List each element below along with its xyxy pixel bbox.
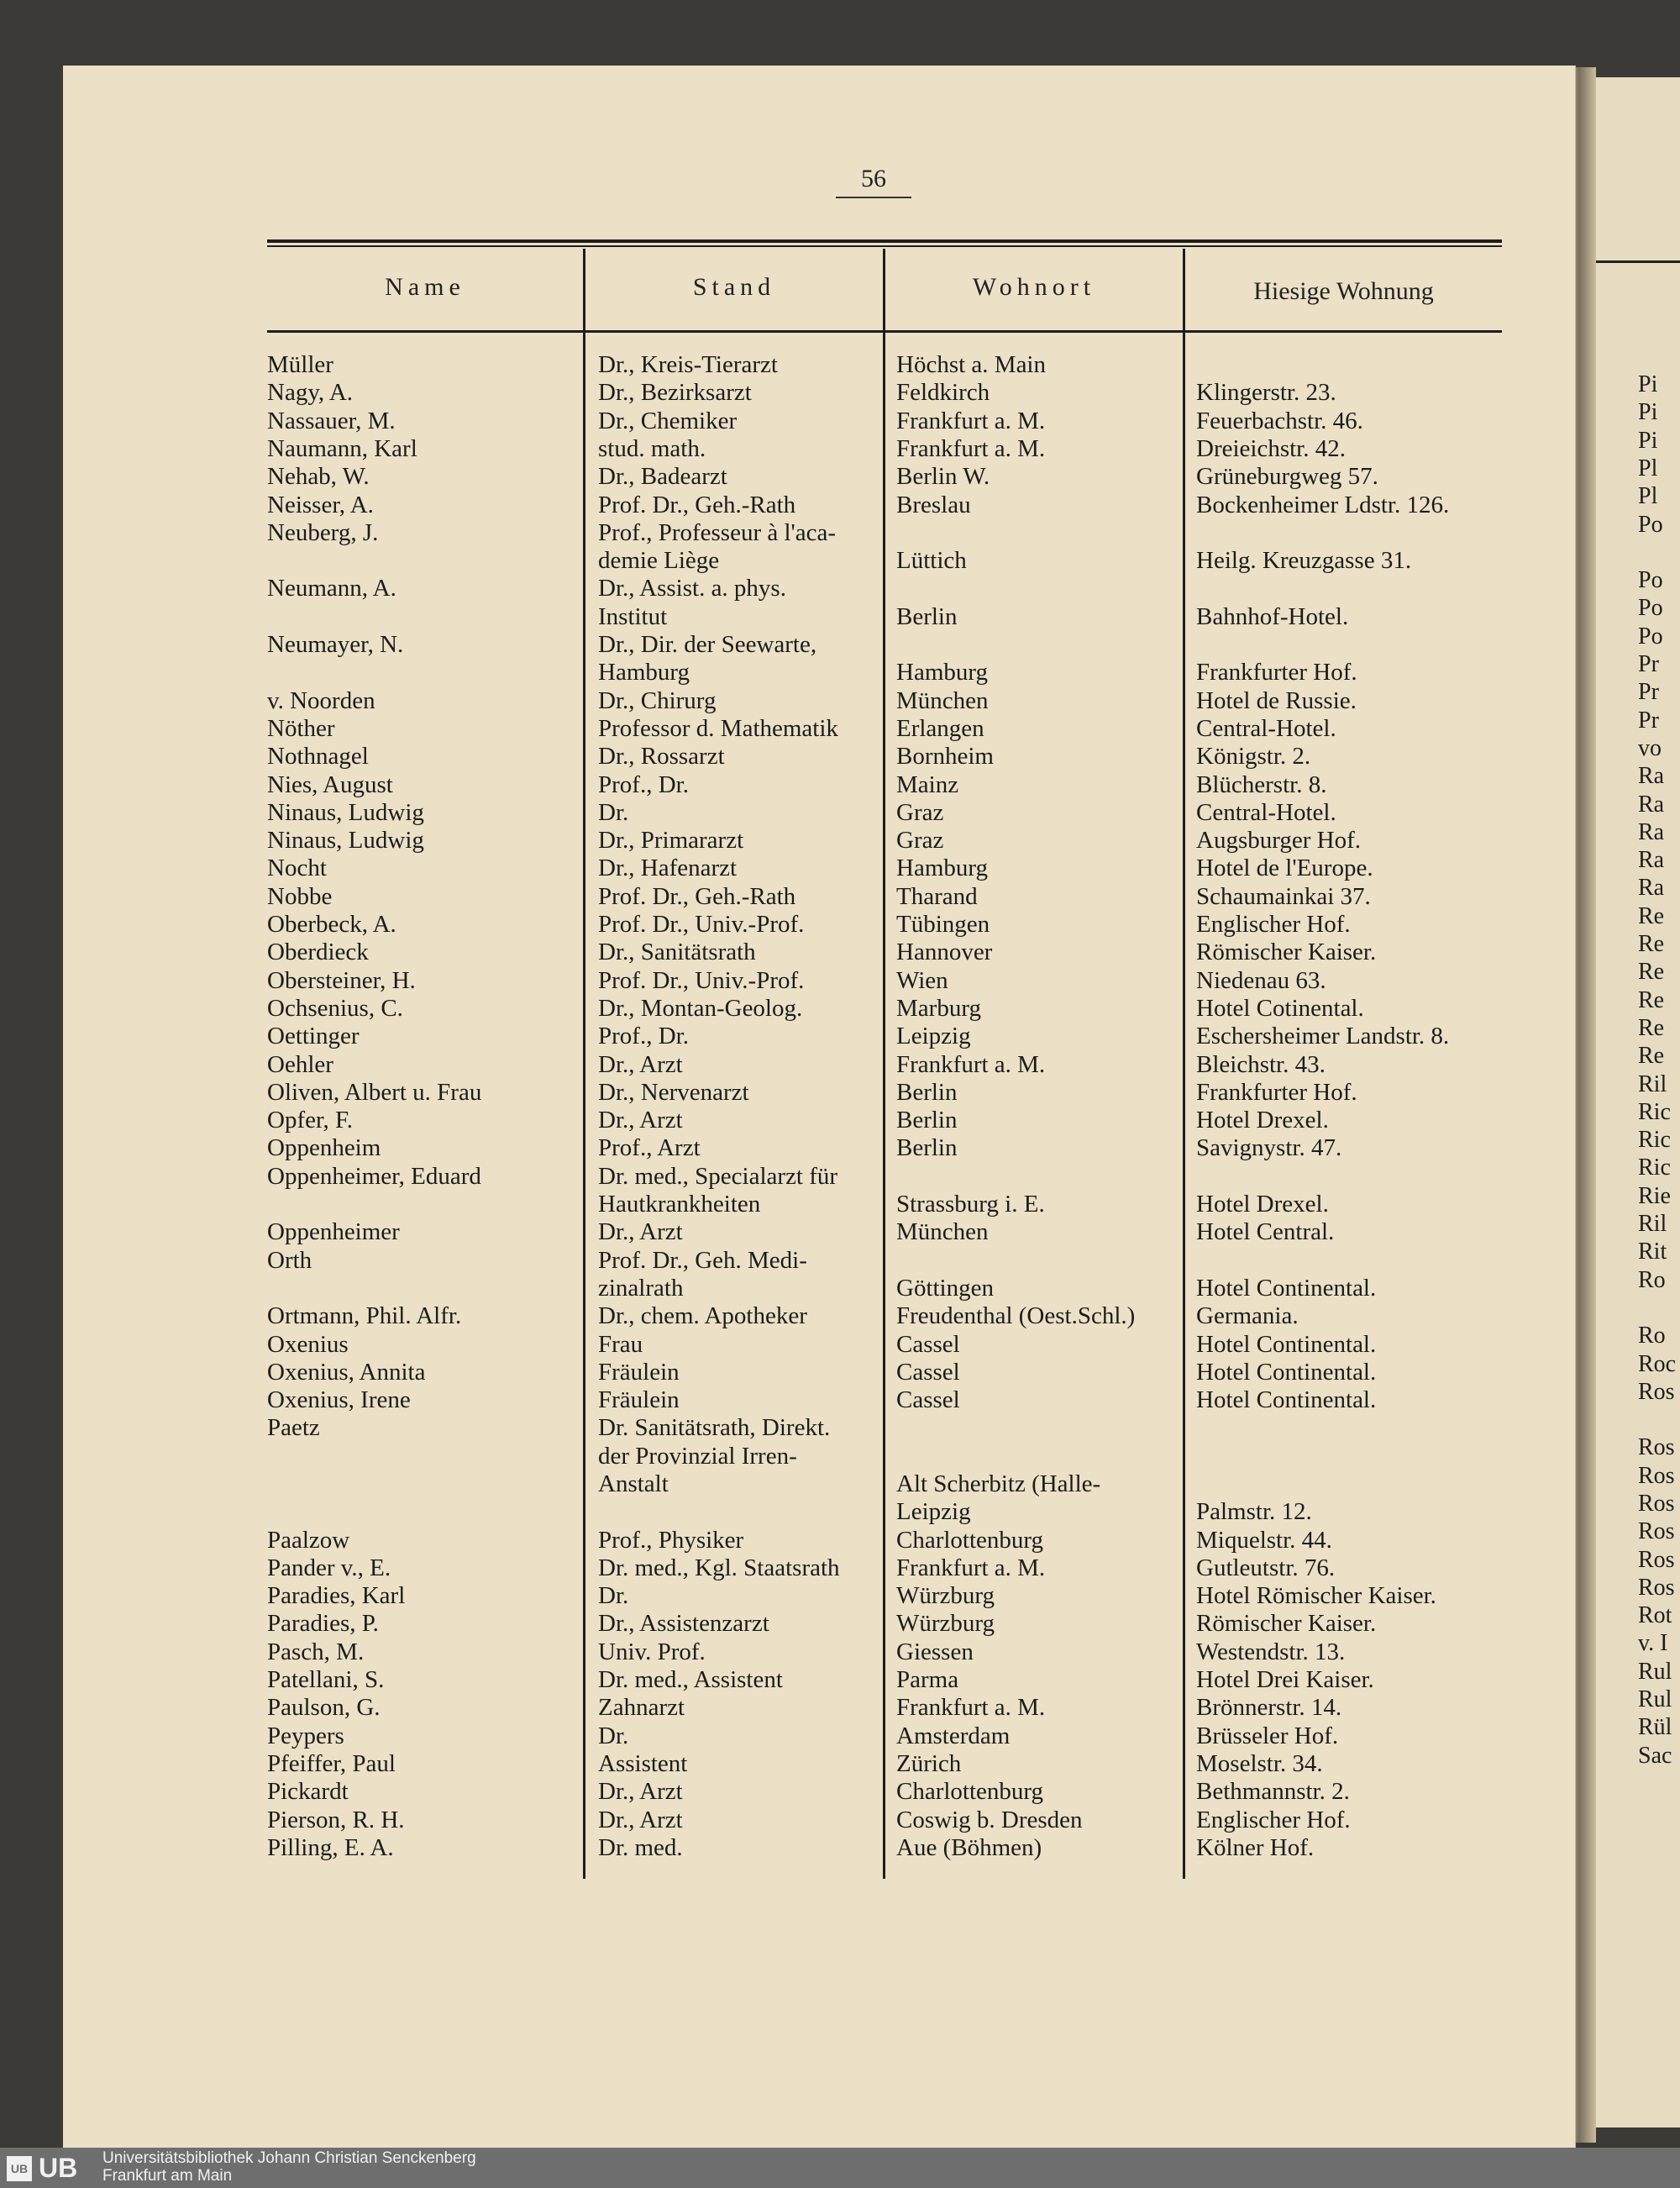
entry-wohnort: Graz: [896, 827, 944, 854]
entry-wohnort: Tübingen: [896, 911, 990, 938]
entry-wohnung: Westendstr. 13.: [1196, 1638, 1346, 1665]
entry-name: Nocht: [267, 855, 327, 881]
entry-wohnort: Hannover: [896, 939, 993, 965]
entry-name: Oppenheimer: [267, 1218, 400, 1245]
entry-name: Paalzow: [267, 1527, 350, 1554]
adjacent-page-fragment: Re: [1638, 1043, 1665, 1069]
adjacent-page-fragment: Ra: [1638, 792, 1665, 818]
entry-name: Neuberg, J.: [267, 519, 379, 546]
adjacent-page-fragment: Re: [1638, 903, 1665, 929]
entry-name: Orth: [267, 1247, 312, 1274]
entry-wohnung: Moselstr. 34.: [1196, 1750, 1323, 1777]
entry-name: Paulson, G.: [267, 1694, 381, 1721]
entry-stand: Dr., Rossarzt: [598, 743, 725, 770]
adjacent-page-fragment: Rül: [1638, 1714, 1672, 1740]
entry-name: Oxenius, Irene: [267, 1386, 411, 1413]
column-header-wohnung: Hiesige Wohnung: [1253, 277, 1434, 305]
entry-wohnung: Augsburger Hof.: [1196, 827, 1361, 854]
entry-stand: Dr., Bezirksarzt: [598, 379, 752, 406]
adjacent-page-fragment: Rul: [1638, 1686, 1672, 1712]
entry-name: Oppenheimer, Eduard: [267, 1163, 481, 1190]
entry-stand: Prof., Dr.: [598, 1023, 689, 1049]
entry-wohnung: Hotel Continental.: [1196, 1359, 1377, 1386]
adjacent-page-fragment: Ro: [1638, 1267, 1666, 1293]
entry-wohnort: Frankfurt a. M.: [896, 1051, 1046, 1078]
entry-stand: Dr., chem. Apotheker: [598, 1302, 807, 1329]
entry-wohnort: Tharand: [896, 883, 978, 910]
adjacent-page-fragment: Rie: [1638, 1183, 1671, 1209]
adjacent-page-fragment: Ros: [1638, 1547, 1675, 1573]
entry-name: Naumann, Karl: [267, 435, 417, 462]
entry-stand: Prof., Professeur à l'aca-: [598, 519, 837, 546]
entry-wohnort: Lüttich: [896, 547, 967, 574]
entry-stand: Zahnarzt: [598, 1694, 685, 1721]
column-header-stand: Stand: [692, 273, 776, 301]
header-top-rule-thin: [267, 245, 1502, 247]
entry-name: Oliven, Albert u. Frau: [267, 1079, 482, 1106]
entry-name: Oxenius: [267, 1331, 349, 1358]
adjacent-page-fragment: Ril: [1638, 1211, 1667, 1237]
entry-wohnort: Bornheim: [896, 743, 994, 770]
entry-name: Opfer, F.: [267, 1107, 354, 1133]
entry-stand: Dr., Dir. der Seewarte,: [598, 631, 817, 658]
entry-stand: Fräulein: [598, 1359, 680, 1386]
entry-name: Paetz: [267, 1414, 320, 1441]
entry-name: Peypers: [267, 1723, 344, 1749]
entry-wohnung: Hotel Römischer Kaiser.: [1196, 1582, 1436, 1609]
entry-name: Ninaus, Ludwig: [267, 827, 424, 854]
entry-name: Neisser, A.: [267, 492, 374, 518]
entry-stand: Univ. Prof.: [598, 1638, 706, 1665]
entry-stand: Institut: [598, 603, 668, 630]
entry-name: Nehab, W.: [267, 463, 370, 490]
adjacent-page-fragment: Rul: [1638, 1659, 1672, 1685]
entry-name: Ortmann, Phil. Alfr.: [267, 1302, 462, 1329]
entry-wohnort: Feldkirch: [896, 379, 990, 406]
entry-wohnort: Strassburg i. E.: [896, 1191, 1045, 1218]
adjacent-page-fragment: Ros: [1638, 1463, 1675, 1489]
entry-name: Pander v., E.: [267, 1554, 391, 1581]
adjacent-page-fragment: Ril: [1638, 1071, 1667, 1097]
entry-stand: Dr. med., Kgl. Staatsrath: [598, 1554, 840, 1581]
adjacent-page-fragment: v. I: [1638, 1630, 1668, 1656]
entry-name: Patellani, S.: [267, 1666, 385, 1693]
entry-stand: stud. math.: [598, 435, 706, 462]
entry-stand: Dr., Chirurg: [598, 687, 717, 714]
column-header-name: Name: [385, 273, 465, 301]
entry-wohnung: Bethmannstr. 2.: [1196, 1778, 1350, 1805]
entry-stand: Dr., Chemiker: [598, 408, 738, 434]
entry-wohnort: Zürich: [896, 1750, 962, 1777]
entry-wohnung: Central-Hotel.: [1196, 799, 1336, 826]
adjacent-page-fragment: Pi: [1638, 399, 1658, 425]
entry-wohnung: Blücherstr. 8.: [1196, 771, 1327, 798]
adjacent-page-fragment: Re: [1638, 987, 1665, 1013]
adjacent-page-fragment: Pl: [1638, 483, 1658, 509]
entry-name: Oberbeck, A.: [267, 911, 396, 938]
entry-wohnung: Germania.: [1196, 1302, 1299, 1329]
entry-wohnort: Cassel: [896, 1386, 960, 1413]
entry-stand: der Provinzial Irren-: [598, 1443, 797, 1470]
entry-stand: Anstalt: [598, 1470, 669, 1497]
entry-wohnung: Dreieichstr. 42.: [1196, 435, 1346, 462]
entry-name: Obersteiner, H.: [267, 967, 416, 994]
adjacent-page-fragment: Re: [1638, 931, 1665, 957]
library-logo-icon: UB: [7, 2156, 32, 2181]
entry-wohnung: Heilg. Kreuzgasse 31.: [1196, 547, 1412, 574]
entry-stand: zinalrath: [598, 1275, 684, 1302]
adjacent-page-fragment: Ros: [1638, 1379, 1675, 1405]
entry-stand: Dr.: [598, 1582, 629, 1609]
entry-wohnung: Hotel Continental.: [1196, 1386, 1377, 1413]
entry-wohnung: Hotel Continental.: [1196, 1331, 1377, 1358]
entry-stand: Professor d. Mathematik: [598, 715, 838, 742]
entry-wohnort: Frankfurt a. M.: [896, 435, 1046, 462]
adjacent-page-fragment: Pr: [1638, 679, 1659, 705]
entry-stand: Prof. Dr., Geh.-Rath: [598, 492, 796, 518]
entry-wohnort: Graz: [896, 799, 944, 826]
entry-stand: Prof. Dr., Univ.-Prof.: [598, 911, 805, 938]
entry-stand: Dr.: [598, 1723, 629, 1749]
entry-stand: Dr. med., Assistent: [598, 1666, 783, 1693]
entry-wohnort: Leipzig: [896, 1023, 971, 1049]
entry-wohnort: Würzburg: [896, 1582, 995, 1609]
entry-stand: Frau: [598, 1331, 643, 1358]
adjacent-page-fragment: Po: [1638, 595, 1663, 621]
entry-stand: Dr., Arzt: [598, 1107, 683, 1133]
entry-stand: Dr., Primararzt: [598, 827, 744, 854]
entry-wohnort: Frankfurt a. M.: [896, 408, 1046, 434]
entry-wohnort: Marburg: [896, 995, 981, 1022]
entry-name: Müller: [267, 351, 333, 378]
entry-stand: Prof., Arzt: [598, 1134, 701, 1161]
entry-wohnung: Hotel Cotinental.: [1196, 995, 1364, 1022]
entry-name: Ninaus, Ludwig: [267, 799, 424, 826]
entry-stand: Hautkrankheiten: [598, 1191, 761, 1218]
entry-wohnung: Bockenheimer Ldstr. 126.: [1196, 492, 1450, 518]
entry-wohnort: Würzburg: [896, 1610, 995, 1637]
page-number: 56: [836, 165, 911, 198]
adjacent-page-fragment: Pi: [1638, 428, 1658, 454]
entry-wohnort: Parma: [896, 1666, 959, 1693]
column-separator: [583, 249, 585, 1879]
entry-wohnung: Hotel Drexel.: [1196, 1191, 1329, 1218]
entry-wohnung: Hotel de Russie.: [1196, 687, 1357, 714]
entry-wohnort: Giessen: [896, 1638, 974, 1665]
adjacent-page-fragment: Pi: [1638, 371, 1658, 397]
library-name: Universitätsbibliothek Johann Christian Senckenberg: [102, 2149, 476, 2167]
entry-wohnort: Hamburg: [896, 659, 989, 686]
entry-name: Nies, August: [267, 771, 393, 798]
entry-name: Paradies, P.: [267, 1610, 379, 1637]
entry-stand: Dr. Sanitätsrath, Direkt.: [598, 1414, 831, 1441]
entry-wohnort: Höchst a. Main: [896, 351, 1046, 378]
entry-wohnung: Kölner Hof.: [1196, 1834, 1315, 1861]
entry-name: Nothnagel: [267, 743, 369, 770]
entry-stand: Dr., Hafenarzt: [598, 855, 738, 881]
entry-wohnort: Aue (Böhmen): [896, 1834, 1042, 1861]
entry-stand: Dr. med., Specialarzt für: [598, 1163, 838, 1190]
entry-wohnort: Hamburg: [896, 855, 989, 881]
entry-wohnort: München: [896, 687, 989, 714]
entry-stand: Dr., Badearzt: [598, 463, 727, 490]
entry-stand: Prof. Dr., Univ.-Prof.: [598, 967, 805, 994]
adjacent-page-fragment: Po: [1638, 512, 1663, 538]
entry-name: Neumann, A.: [267, 575, 396, 602]
adjacent-page-fragment: Ric: [1638, 1154, 1671, 1181]
entry-stand: Dr., Assistenzarzt: [598, 1610, 769, 1637]
entry-wohnort: Freudenthal (Oest.Schl.): [896, 1302, 1136, 1329]
adjacent-page-fragment: Ros: [1638, 1491, 1675, 1517]
entry-wohnort: Leipzig: [896, 1498, 971, 1525]
entry-wohnort: Cassel: [896, 1359, 960, 1386]
entry-wohnung: Feuerbachstr. 46.: [1196, 408, 1363, 434]
library-footer: [0, 2148, 1680, 2188]
entry-stand: Dr., Kreis-Tierarzt: [598, 351, 778, 378]
entry-wohnort: Mainz: [896, 771, 959, 798]
entry-stand: Prof., Dr.: [598, 771, 689, 798]
adjacent-page-fragment: Rit: [1638, 1239, 1667, 1265]
adjacent-page-fragment: Ric: [1638, 1099, 1671, 1125]
entry-wohnung: Englischer Hof.: [1196, 1807, 1351, 1833]
entry-name: Pasch, M.: [267, 1638, 365, 1665]
entry-wohnort: Berlin: [896, 1079, 958, 1106]
entry-wohnung: Römischer Kaiser.: [1196, 939, 1377, 965]
adjacent-page-fragment: Ros: [1638, 1575, 1675, 1601]
entry-stand: Dr., Nervenarzt: [598, 1079, 749, 1106]
entry-wohnung: Frankfurter Hof.: [1196, 659, 1357, 686]
adjacent-page-fragment: Po: [1638, 567, 1663, 593]
entry-wohnort: München: [896, 1218, 989, 1245]
entry-wohnung: Bleichstr. 43.: [1196, 1051, 1326, 1078]
adjacent-page-edge: [1588, 77, 1680, 2128]
entry-wohnort: Frankfurt a. M.: [896, 1694, 1046, 1721]
entry-stand: Prof. Dr., Geh.-Rath: [598, 883, 796, 910]
entry-wohnung: Hotel Drei Kaiser.: [1196, 1666, 1374, 1693]
entry-wohnort: Berlin: [896, 603, 958, 630]
adjacent-page-fragment: Pr: [1638, 707, 1659, 734]
entry-wohnung: Eschersheimer Landstr. 8.: [1196, 1023, 1450, 1049]
column-separator: [883, 249, 885, 1879]
entry-wohnung: Hotel Central.: [1196, 1218, 1335, 1245]
entry-wohnung: Frankfurter Hof.: [1196, 1079, 1357, 1106]
entry-wohnort: Breslau: [896, 492, 971, 518]
entry-wohnort: Charlottenburg: [896, 1778, 1044, 1805]
adjacent-page-fragment: Rot: [1638, 1602, 1672, 1628]
entry-stand: demie Liège: [598, 547, 720, 574]
entry-name: Pierson, R. H.: [267, 1807, 405, 1833]
entry-stand: Fräulein: [598, 1386, 680, 1413]
entry-name: Oppenheim: [267, 1134, 381, 1161]
adjacent-page-fragment: Sac: [1638, 1743, 1672, 1769]
adjacent-page-fragment: Ros: [1638, 1518, 1675, 1544]
entry-stand: Dr., Arzt: [598, 1218, 683, 1245]
adjacent-page-rule: [1588, 260, 1680, 263]
entry-name: Nassauer, M.: [267, 408, 396, 434]
entry-name: Oberdieck: [267, 939, 369, 965]
entry-stand: Dr., Arzt: [598, 1051, 683, 1078]
adjacent-page-fragment: Ra: [1638, 875, 1665, 901]
entry-name: Oettinger: [267, 1023, 360, 1049]
adjacent-page-fragment: Pr: [1638, 651, 1659, 677]
entry-stand: Dr., Arzt: [598, 1807, 683, 1833]
entry-wohnort: Berlin: [896, 1134, 958, 1161]
adjacent-page-fragment: vo: [1638, 735, 1662, 761]
adjacent-page-fragment: Roc: [1638, 1351, 1677, 1377]
entry-stand: Dr., Assist. a. phys.: [598, 575, 786, 602]
entry-name: Paradies, Karl: [267, 1582, 406, 1609]
library-location: Frankfurt am Main: [102, 2167, 233, 2185]
entry-wohnung: Bahnhof-Hotel.: [1196, 603, 1349, 630]
entry-wohnort: Wien: [896, 967, 948, 994]
adjacent-page-fragment: Ro: [1638, 1323, 1666, 1349]
entry-name: Pilling, E. A.: [267, 1834, 394, 1861]
library-logo-text: UB: [39, 2153, 78, 2183]
adjacent-page-fragment: Ric: [1638, 1127, 1671, 1153]
entry-wohnung: Brönnerstr. 14.: [1196, 1694, 1342, 1721]
entry-wohnung: Englischer Hof.: [1196, 911, 1351, 938]
entry-stand: Dr., Arzt: [598, 1778, 683, 1805]
entry-wohnung: Schaumainkai 37.: [1196, 883, 1371, 910]
entry-wohnort: Cassel: [896, 1331, 960, 1358]
entry-wohnung: Gutleutstr. 76.: [1196, 1554, 1336, 1581]
adjacent-page-fragment: Ra: [1638, 763, 1665, 789]
entry-wohnung: Königstr. 2.: [1196, 743, 1311, 770]
entry-wohnung: Savignystr. 47.: [1196, 1134, 1342, 1161]
adjacent-page-fragment: Ra: [1638, 819, 1665, 845]
entry-stand: Dr., Sanitätsrath: [598, 939, 756, 965]
entry-wohnung: Grüneburgweg 57.: [1196, 463, 1378, 490]
entry-name: Nagy, A.: [267, 379, 354, 406]
entry-stand: Dr.: [598, 799, 629, 826]
entry-stand: Prof., Physiker: [598, 1527, 744, 1554]
entry-wohnort: Berlin: [896, 1107, 958, 1133]
entry-name: Nöther: [267, 715, 335, 742]
entry-name: Ochsenius, C.: [267, 995, 403, 1022]
entry-wohnort: Berlin W.: [896, 463, 990, 490]
entry-stand: Prof. Dr., Geh. Medi-: [598, 1247, 807, 1274]
header-top-rule: [267, 239, 1502, 243]
column-header-wohnort: Wohnort: [972, 273, 1096, 301]
entry-wohnung: Palmstr. 12.: [1196, 1498, 1312, 1525]
entry-wohnort: Göttingen: [896, 1275, 994, 1302]
adjacent-page-fragment: Re: [1638, 959, 1665, 985]
entry-wohnung: Römischer Kaiser.: [1196, 1610, 1377, 1637]
entry-name: Nobbe: [267, 883, 333, 910]
entry-wohnort: Charlottenburg: [896, 1527, 1044, 1554]
adjacent-page-fragment: Ra: [1638, 847, 1665, 873]
entry-name: Oxenius, Annita: [267, 1359, 426, 1386]
adjacent-page-fragment: Re: [1638, 1015, 1665, 1041]
adjacent-page-fragment: Pl: [1638, 455, 1658, 481]
entry-wohnort: Erlangen: [896, 715, 984, 742]
entry-name: Oehler: [267, 1051, 333, 1078]
entry-stand: Dr. med.: [598, 1834, 683, 1861]
entry-wohnung: Klingerstr. 23.: [1196, 379, 1336, 406]
adjacent-page-fragment: Ros: [1638, 1434, 1675, 1460]
entry-name: Neumayer, N.: [267, 631, 404, 658]
entry-wohnung: Brüsseler Hof.: [1196, 1723, 1339, 1749]
entry-wohnung: Miquelstr. 44.: [1196, 1527, 1332, 1554]
entry-wohnung: Hotel Continental.: [1196, 1275, 1377, 1302]
entry-stand: Assistent: [598, 1750, 688, 1777]
entry-wohnung: Hotel de l'Europe.: [1196, 855, 1373, 881]
entry-wohnung: Hotel Drexel.: [1196, 1107, 1329, 1133]
column-separator: [1183, 249, 1185, 1879]
entry-wohnung: Central-Hotel.: [1196, 715, 1336, 742]
entry-stand: Hamburg: [598, 659, 690, 686]
entry-stand: Dr., Montan-Geolog.: [598, 995, 803, 1022]
adjacent-page-fragment: Po: [1638, 623, 1663, 650]
entry-wohnort: Alt Scherbitz (Halle-: [896, 1470, 1101, 1497]
entry-wohnort: Frankfurt a. M.: [896, 1554, 1046, 1581]
entry-name: v. Noorden: [267, 687, 375, 714]
entry-wohnung: Niedenau 63.: [1196, 967, 1326, 994]
entry-wohnort: Amsterdam: [896, 1723, 1011, 1749]
entry-name: Pickardt: [267, 1778, 349, 1805]
entry-name: Pfeiffer, Paul: [267, 1750, 396, 1777]
entry-wohnort: Coswig b. Dresden: [896, 1807, 1083, 1833]
